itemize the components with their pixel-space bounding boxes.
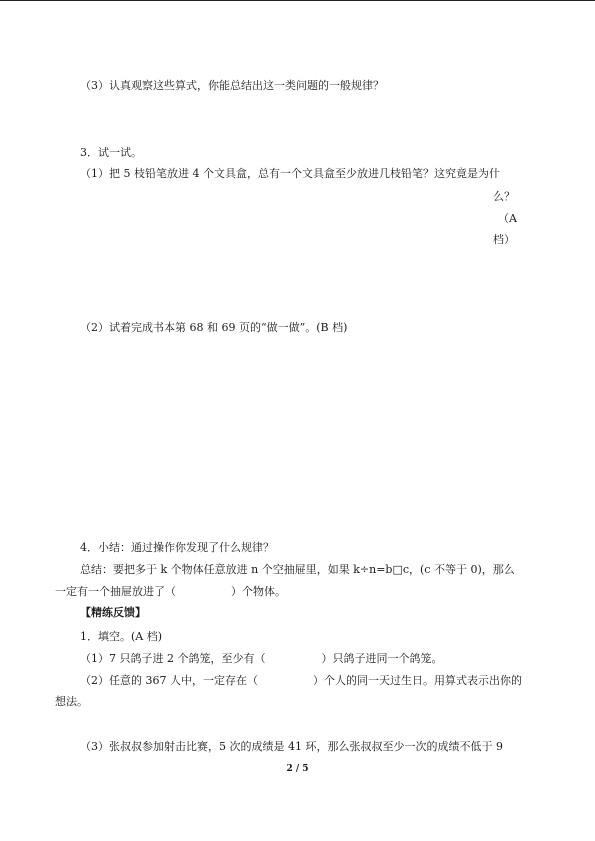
page-number: 2 / 5 bbox=[286, 764, 309, 774]
fill-title: 1．填空。(A 档) bbox=[80, 630, 163, 643]
fill-question-3: （3）张叔叔参加射击比赛，5 次的成绩是 41 环，那么张叔叔至少一次的成绩不低于 9 bbox=[80, 740, 503, 753]
summary-line-2: 一定有一个抽屉放进了（ ）个物体。 bbox=[55, 585, 286, 598]
section-3-title: 3．试一试。 bbox=[80, 146, 142, 159]
fill-question-2-wrap: 想法。 bbox=[55, 695, 88, 708]
fill-question-2: （2）任意的 367 人中，一定存在（ ）个人的同一天过生日。用算式表示出你的 bbox=[80, 674, 522, 687]
fill-question-1: （1）7 只鸽子进 2 个鸽笼，至少有（ ）只鸽子进同一个鸽笼。 bbox=[80, 652, 443, 665]
try-question-1-wrap: 么？ bbox=[493, 190, 515, 203]
summary-line-1: 总结：要把多于 k 个物体任意放进 n 个空抽屉里，如果 k÷n=b□c，(c 不等于 0)，那么 bbox=[80, 563, 515, 576]
section-4-title: 4．小结：通过操作你发现了什么规律？ bbox=[80, 541, 274, 554]
page-top-border bbox=[0, 0, 595, 1]
feedback-title: 【精练反馈】 bbox=[80, 606, 146, 619]
try-question-1-level: （A bbox=[498, 212, 517, 225]
try-question-2: （2）试着完成书本第 68 和 69 页的“做一做”。(B 档) bbox=[80, 321, 348, 334]
question-3-observe: （3）认真观察这些算式，你能总结出这一类问题的一般规律？ bbox=[80, 79, 384, 92]
try-question-1: （1）把 5 枝铅笔放进 4 个文具盒，总有一个文具盒至少放进几枝铅笔？这究竟是为什 bbox=[80, 167, 500, 180]
try-question-1-level-wrap: 档） bbox=[493, 233, 515, 246]
